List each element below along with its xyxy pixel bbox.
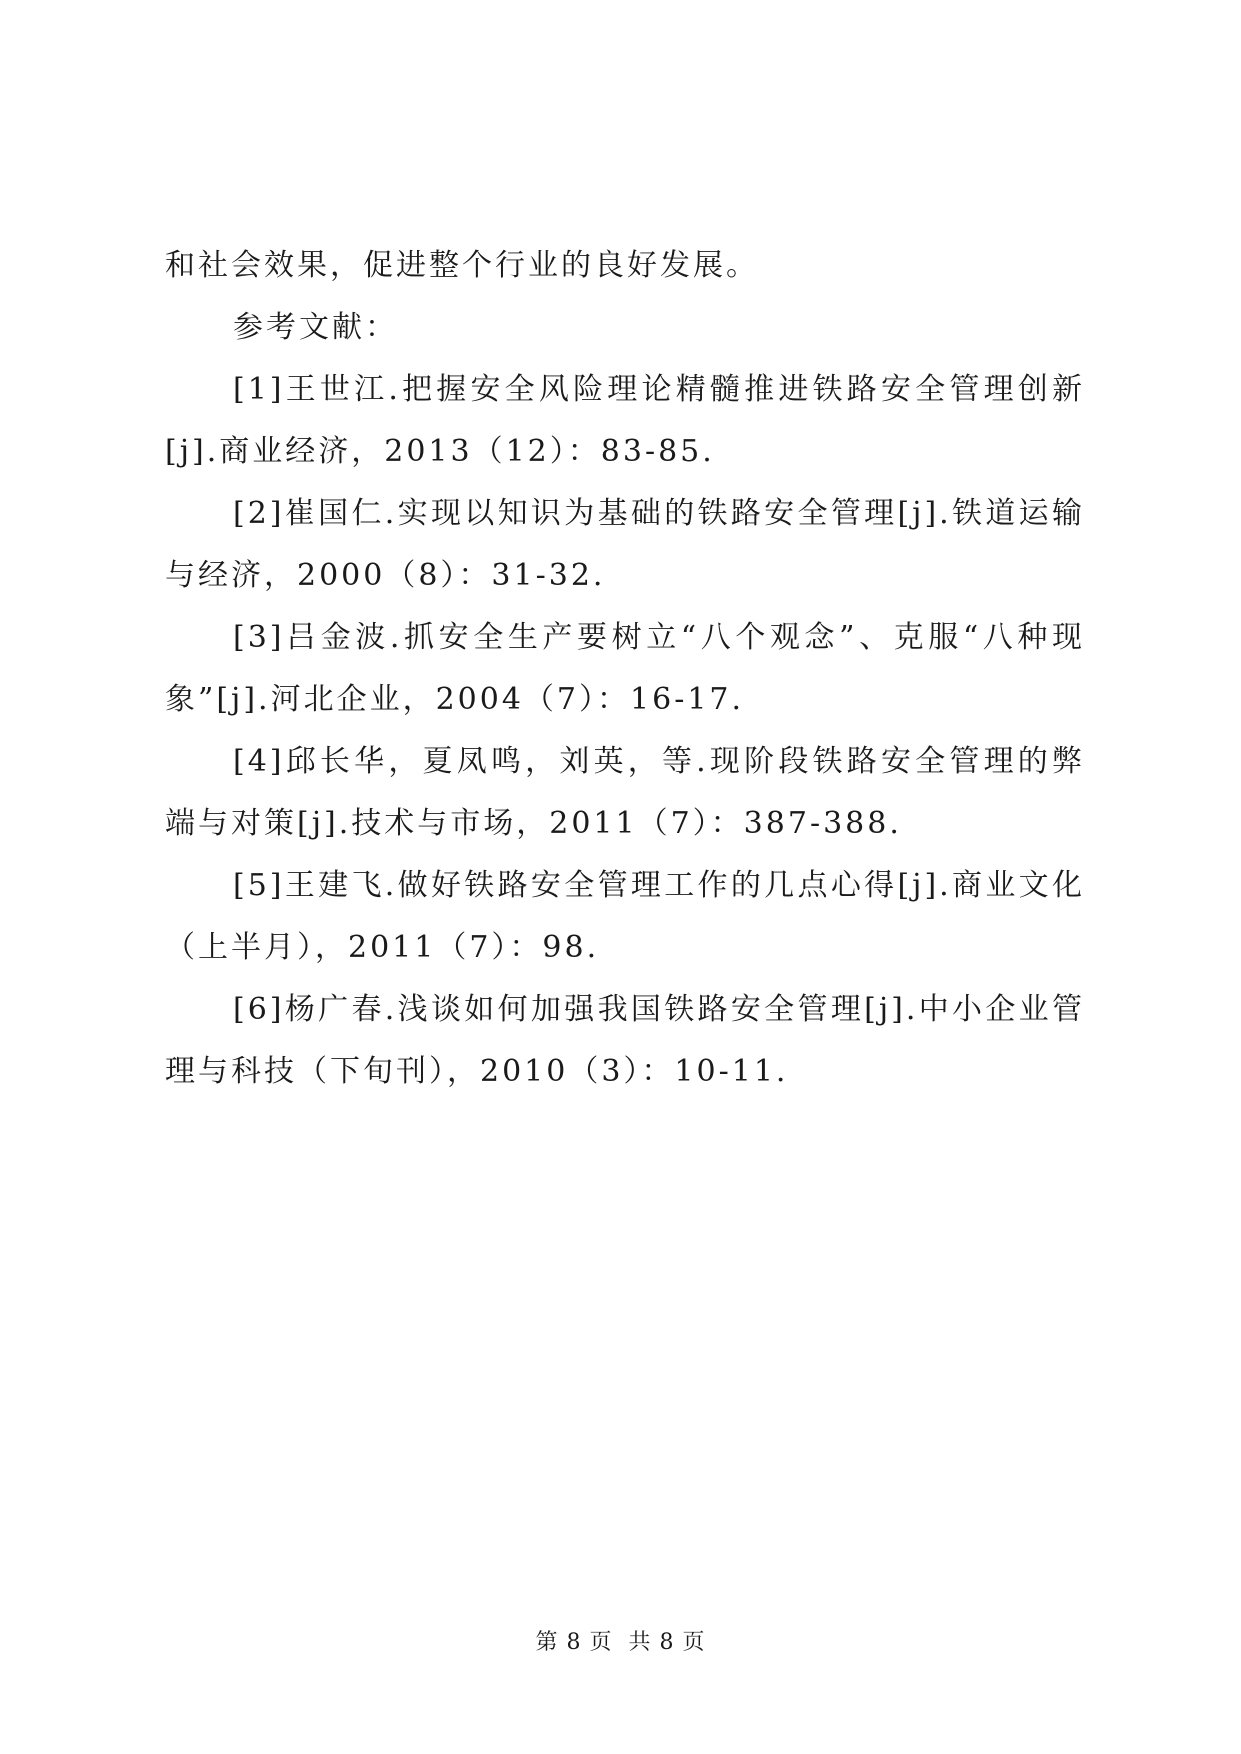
reference-item-2: [2]崔国仁.实现以知识为基础的铁路安全管理[j].铁道运输与经济，2000（8）：31-32. — [165, 496, 1085, 593]
references-heading: 参考文献： — [233, 310, 398, 345]
reference-item-6: [6]杨广春.浅谈如何加强我国铁路安全管理[j].中小企业管理与科技（下旬刊），2010（3）：10-11. — [165, 992, 1085, 1089]
document-body — [165, 235, 1085, 1103]
reference-item-1: [1]王世江.把握安全风险理论精髓推进铁路安全管理创新[j].商业经济，2013（12）：83-85. — [165, 372, 1085, 469]
reference-item-3: [3]吕金波.抓安全生产要树立“八个观念”、克服“八种现象”[j].河北企业，2004（7）：16-17. — [165, 620, 1085, 717]
reference-item-5: [5]王建飞.做好铁路安全管理工作的几点心得[j].商业文化（上半月），2011（7）：98. — [165, 868, 1085, 965]
continuation-paragraph: 和社会效果，促进整个行业的良好发展。 — [165, 248, 759, 283]
page-number-label: 第 8 页 共 8 页 — [535, 1630, 706, 1655]
page-footer — [0, 1625, 1241, 1656]
reference-item-4: [4]邱长华，夏凤鸣，刘英，等.现阶段铁路安全管理的弊端与对策[j].技术与市场，2011（7）：387-388. — [165, 744, 1085, 841]
